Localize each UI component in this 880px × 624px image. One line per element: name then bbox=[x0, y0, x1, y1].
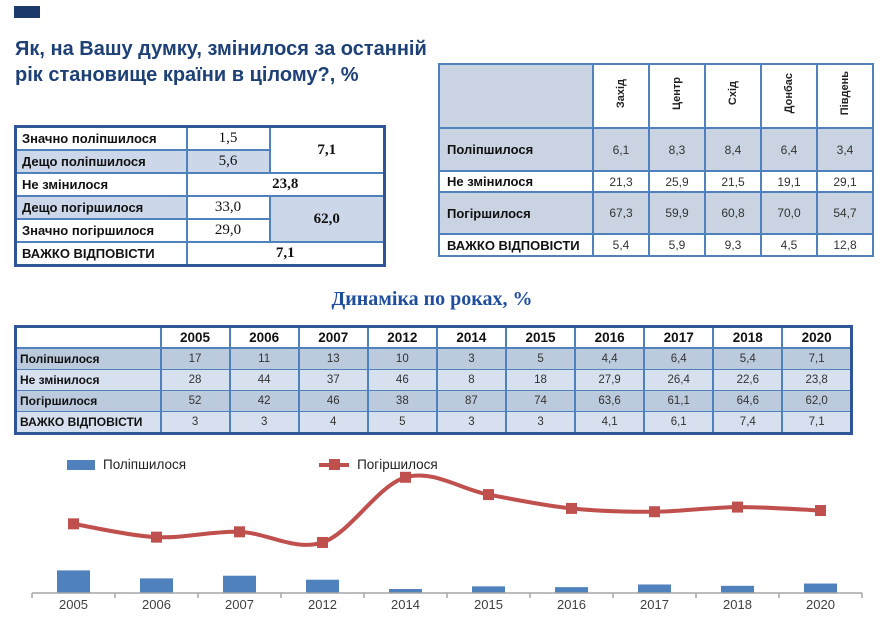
region-cell: 29,1 bbox=[817, 171, 873, 192]
dynamics-cell: 42 bbox=[230, 391, 299, 412]
line-marker-2005 bbox=[68, 518, 79, 529]
dynamics-cell: 4,4 bbox=[575, 348, 644, 370]
line-marker-2007 bbox=[234, 526, 245, 537]
bar-2015 bbox=[472, 586, 505, 593]
dynamics-year-header: 2006 bbox=[230, 327, 299, 349]
summary-worsened-total: 62,0 bbox=[270, 196, 385, 242]
bar-series-swatch-icon bbox=[67, 460, 95, 470]
x-axis-label: 2012 bbox=[308, 597, 337, 612]
dynamics-cell: 3 bbox=[230, 412, 299, 434]
dynamics-cell: 7,1 bbox=[782, 412, 851, 434]
region-cell: 21,3 bbox=[593, 171, 649, 192]
dynamics-cell: 5,4 bbox=[713, 348, 782, 370]
line-marker-2012 bbox=[317, 537, 328, 548]
x-axis-label: 2016 bbox=[557, 597, 586, 612]
bar-2007 bbox=[223, 576, 256, 593]
region-header-row bbox=[439, 64, 873, 128]
bar-2006 bbox=[140, 578, 173, 593]
region-cell: 6,4 bbox=[761, 128, 817, 171]
region-column-header bbox=[761, 64, 817, 128]
line-series-path bbox=[74, 475, 821, 544]
region-column-label: Захід bbox=[614, 78, 627, 109]
region-cell: 5,9 bbox=[649, 234, 705, 256]
table-row bbox=[16, 348, 852, 370]
dynamics-cell: 74 bbox=[506, 391, 575, 412]
dynamics-cell: 3 bbox=[437, 412, 506, 434]
summary-label: Не змінилося bbox=[16, 173, 187, 196]
dynamics-year-header: 2020 bbox=[782, 327, 851, 349]
region-cell: 12,8 bbox=[817, 234, 873, 256]
summary-label: Дещо погіршилося bbox=[16, 196, 187, 219]
region-cell: 70,0 bbox=[761, 192, 817, 234]
region-column-label: Південь bbox=[838, 71, 851, 116]
summary-label: Дещо поліпшилося bbox=[16, 150, 187, 173]
legend-item-worsened bbox=[319, 457, 438, 472]
page-title: Як, на Вашу думку, змінилося за останній рік становище країни в цілому?, % bbox=[15, 38, 427, 86]
dynamics-cell: 5 bbox=[368, 412, 437, 434]
x-axis-label: 2007 bbox=[225, 597, 254, 612]
dynamics-cell: 37 bbox=[299, 370, 368, 391]
region-column-label: Центр bbox=[670, 76, 683, 111]
line-marker-2018 bbox=[732, 502, 743, 513]
dynamics-cell: 13 bbox=[299, 348, 368, 370]
line-marker-2014 bbox=[400, 472, 411, 483]
legend-label: Поліпшилося bbox=[103, 457, 187, 472]
dynamics-cell: 8 bbox=[437, 370, 506, 391]
line-marker-2015 bbox=[483, 489, 494, 500]
dynamics-row-label: Не змінилося bbox=[16, 370, 161, 391]
table-row bbox=[439, 171, 873, 192]
bar-2020 bbox=[804, 584, 837, 593]
dynamics-cell: 3 bbox=[161, 412, 230, 434]
summary-label: Значно погіршилося bbox=[16, 219, 187, 242]
table-row bbox=[439, 192, 873, 234]
x-axis-label: 2020 bbox=[806, 597, 835, 612]
x-axis-label: 2014 bbox=[391, 597, 420, 612]
region-cell: 59,9 bbox=[649, 192, 705, 234]
dynamics-year-header: 2017 bbox=[644, 327, 713, 349]
dynamics-cell: 10 bbox=[368, 348, 437, 370]
dynamics-cell: 3 bbox=[506, 412, 575, 434]
summary-value: 1,5 bbox=[187, 127, 270, 151]
dynamics-cell: 46 bbox=[368, 370, 437, 391]
dynamics-row-label: Погіршилося bbox=[16, 391, 161, 412]
region-cell: 67,3 bbox=[593, 192, 649, 234]
region-row-label: Погіршилося bbox=[439, 192, 593, 234]
dynamics-cell: 38 bbox=[368, 391, 437, 412]
region-column-header bbox=[649, 64, 705, 128]
bar-2017 bbox=[638, 584, 671, 593]
region-cell: 8,4 bbox=[705, 128, 761, 171]
summary-value: 33,0 bbox=[187, 196, 270, 219]
dynamics-cell: 4,1 bbox=[575, 412, 644, 434]
line-marker-2006 bbox=[151, 532, 162, 543]
bar-2005 bbox=[57, 570, 90, 593]
region-column-label: Донбас bbox=[782, 73, 795, 114]
dynamics-header-row bbox=[16, 327, 852, 349]
bar-2018 bbox=[721, 586, 754, 593]
region-cell: 5,4 bbox=[593, 234, 649, 256]
dynamics-table bbox=[14, 325, 853, 435]
dynamics-cell: 3 bbox=[437, 348, 506, 370]
dynamics-cell: 6,4 bbox=[644, 348, 713, 370]
dynamics-year-header: 2016 bbox=[575, 327, 644, 349]
region-column-header bbox=[817, 64, 873, 128]
line-marker-2017 bbox=[649, 506, 660, 517]
dynamics-year-header: 2005 bbox=[161, 327, 230, 349]
region-column-header bbox=[705, 64, 761, 128]
dynamics-cell: 5 bbox=[506, 348, 575, 370]
table-row bbox=[16, 391, 852, 412]
dynamics-cell: 28 bbox=[161, 370, 230, 391]
region-cell: 25,9 bbox=[649, 171, 705, 192]
region-cell: 8,3 bbox=[649, 128, 705, 171]
dynamics-year-header: 2015 bbox=[506, 327, 575, 349]
summary-label: Значно поліпшилося bbox=[16, 127, 187, 151]
region-cell: 19,1 bbox=[761, 171, 817, 192]
region-row-label: Поліпшилося bbox=[439, 128, 593, 171]
dynamics-cell: 23,8 bbox=[782, 370, 851, 391]
region-cell: 21,5 bbox=[705, 171, 761, 192]
region-column-header bbox=[593, 64, 649, 128]
dynamics-cell: 61,1 bbox=[644, 391, 713, 412]
region-column-label: Схід bbox=[726, 81, 739, 106]
dynamics-year-header: 2018 bbox=[713, 327, 782, 349]
region-cell: 54,7 bbox=[817, 192, 873, 234]
dynamics-cell: 64,6 bbox=[713, 391, 782, 412]
dynamics-year-header: 2007 bbox=[299, 327, 368, 349]
table-row bbox=[16, 242, 385, 266]
dynamics-corner-cell bbox=[16, 327, 161, 349]
region-cell: 9,3 bbox=[705, 234, 761, 256]
chart-legend bbox=[67, 457, 438, 472]
dynamics-year-header: 2014 bbox=[437, 327, 506, 349]
dynamics-cell: 4 bbox=[299, 412, 368, 434]
dynamics-title: Динаміка по роках, % bbox=[331, 288, 533, 310]
line-marker-2016 bbox=[566, 503, 577, 514]
dynamics-cell: 27,9 bbox=[575, 370, 644, 391]
dynamics-cell: 6,1 bbox=[644, 412, 713, 434]
x-axis-label: 2017 bbox=[640, 597, 669, 612]
summary-improved-total: 7,1 bbox=[270, 127, 385, 174]
legend-item-improved bbox=[67, 457, 186, 472]
summary-value: 7,1 bbox=[187, 242, 385, 266]
bar-2012 bbox=[306, 580, 339, 593]
dynamics-cell: 52 bbox=[161, 391, 230, 412]
summary-label: ВАЖКО ВІДПОВІСТИ bbox=[16, 242, 187, 266]
region-row-label: Не змінилося bbox=[439, 171, 593, 192]
region-cell: 6,1 bbox=[593, 128, 649, 171]
dynamics-cell: 7,1 bbox=[782, 348, 851, 370]
dynamics-cell: 87 bbox=[437, 391, 506, 412]
dynamics-year-header: 2012 bbox=[368, 327, 437, 349]
dynamics-cell: 11 bbox=[230, 348, 299, 370]
table-row bbox=[16, 173, 385, 196]
dynamics-cell: 26,4 bbox=[644, 370, 713, 391]
summary-table bbox=[14, 125, 386, 267]
dynamics-cell: 22,6 bbox=[713, 370, 782, 391]
dynamics-cell: 7,4 bbox=[713, 412, 782, 434]
region-cell: 60,8 bbox=[705, 192, 761, 234]
x-axis-label: 2018 bbox=[723, 597, 752, 612]
summary-value: 5,6 bbox=[187, 150, 270, 173]
dynamics-cell: 46 bbox=[299, 391, 368, 412]
dynamics-cell: 18 bbox=[506, 370, 575, 391]
region-corner-cell bbox=[439, 64, 593, 128]
region-table bbox=[438, 63, 874, 257]
table-row bbox=[16, 370, 852, 391]
summary-value: 29,0 bbox=[187, 219, 270, 242]
x-axis-label: 2006 bbox=[142, 597, 171, 612]
bar-2016 bbox=[555, 587, 588, 593]
line-marker-2020 bbox=[815, 505, 826, 516]
x-axis-label: 2015 bbox=[474, 597, 503, 612]
dynamics-row-label: ВАЖКО ВІДПОВІСТИ bbox=[16, 412, 161, 434]
dynamics-cell: 62,0 bbox=[782, 391, 851, 412]
table-row bbox=[16, 412, 852, 434]
region-row-label: ВАЖКО ВІДПОВІСТИ bbox=[439, 234, 593, 256]
table-row bbox=[16, 127, 385, 151]
legend-label: Погіршилося bbox=[357, 457, 438, 472]
dynamics-cell: 63,6 bbox=[575, 391, 644, 412]
region-cell: 3,4 bbox=[817, 128, 873, 171]
dynamics-cell: 17 bbox=[161, 348, 230, 370]
dynamics-cell: 44 bbox=[230, 370, 299, 391]
region-cell: 4,5 bbox=[761, 234, 817, 256]
line-series-swatch-icon bbox=[319, 459, 349, 471]
dynamics-row-label: Поліпшилося bbox=[16, 348, 161, 370]
table-row bbox=[439, 234, 873, 256]
summary-value: 23,8 bbox=[187, 173, 385, 196]
x-axis-label: 2005 bbox=[59, 597, 88, 612]
table-row bbox=[16, 196, 385, 219]
table-row bbox=[439, 128, 873, 171]
accent-bar bbox=[14, 6, 40, 18]
